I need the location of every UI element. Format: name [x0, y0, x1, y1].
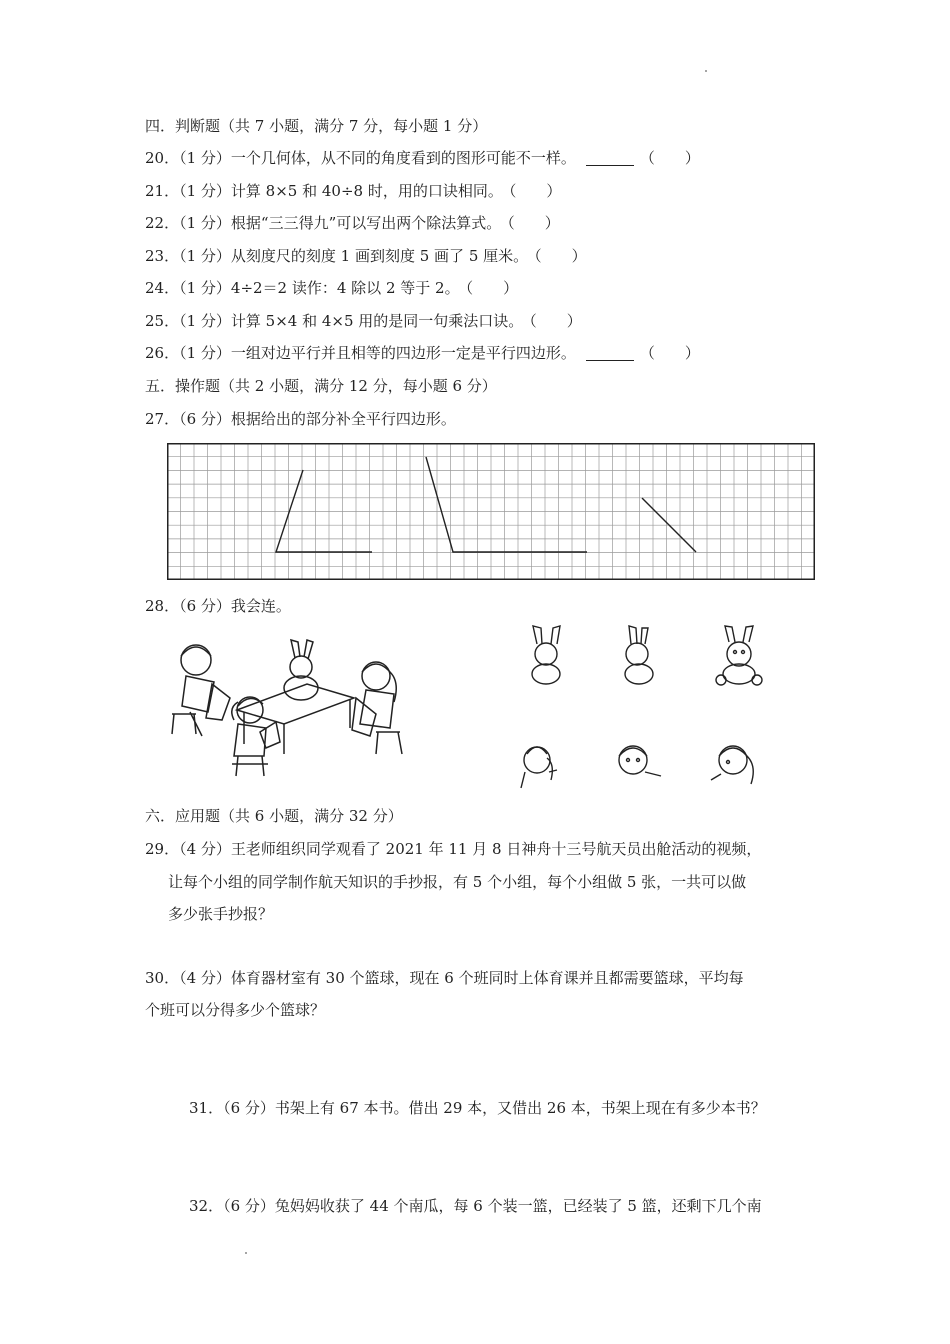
- rabbit-front-view: [532, 626, 560, 684]
- question-26: [145, 343, 700, 363]
- answer-paren[interactable]: （ ）: [534, 247, 587, 265]
- question-30-line-2: 个班可以分得多少个篮球？: [145, 1001, 326, 1019]
- partial-parallelogram-1: [276, 470, 372, 552]
- boy-view: [619, 746, 661, 776]
- answer-blank[interactable]: [586, 346, 634, 361]
- square-grid[interactable]: [167, 443, 815, 580]
- question-text: 22．（1 分）根据“三三得九”可以写出两个除法算式。: [145, 214, 502, 232]
- question-29-line-2: 让每个小组的同学制作航天知识的手抄报，有 5 个小组，每个小组做 5 张，一共可以做: [168, 873, 747, 891]
- question-20: [145, 148, 700, 168]
- scan-dot: [245, 1252, 247, 1254]
- section-four-heading: 四．判断题（共 7 小题，满分 7 分，每小题 1 分）: [145, 117, 488, 135]
- question-31: 31．（6 分）书架上有 67 本书。借出 29 本，又借出 26 本，书架上现在有多少本书？: [189, 1099, 766, 1117]
- question-text: 20．（1 分）一个几何体，从不同的角度看到的图形可能不一样。: [145, 149, 576, 167]
- question-30-line-1: 30．（4 分）体育器材室有 30 个篮球，现在 6 个班同时上体育课并且都需要篮球，平均每: [145, 969, 744, 987]
- grid-lines: [167, 443, 815, 580]
- question-32: 32．（6 分）兔妈妈收获了 44 个南瓜，每 6 个装一篮，已经装了 5 篮，还剩下几个南: [189, 1197, 762, 1215]
- question-text: 21．（1 分）计算 8×5 和 40÷8 时，用的口诀相同。: [145, 182, 503, 200]
- question-22: [145, 213, 560, 233]
- question-29-line-3: 多少张手抄报？: [168, 905, 274, 923]
- question-29-line-1: 29．（4 分）王老师组织同学观看了 2021 年 11 月 8 日神舟十三号航天员出舱活动的视频，: [145, 840, 762, 858]
- answer-paren[interactable]: （ ）: [508, 182, 562, 200]
- question-23: [145, 246, 587, 266]
- question-27: 27．（6 分）根据给出的部分补全平行四边形。: [145, 410, 456, 428]
- answer-paren[interactable]: （ ）: [507, 214, 560, 232]
- question-text: 25．（1 分）计算 5×4 和 4×5 用的是同一句乘法口诀。: [145, 312, 524, 330]
- girl-side-view: [711, 746, 753, 784]
- answer-paren[interactable]: （ ）: [465, 279, 519, 297]
- girl-back-view: [521, 747, 557, 788]
- answer-paren[interactable]: （ ）: [639, 149, 700, 167]
- question-text: 23．（1 分）从刻度尺的刻度 1 画到刻度 5 画了 5 厘米。: [145, 247, 529, 265]
- question-24: [145, 278, 518, 298]
- rabbit-side-view: [625, 626, 653, 684]
- scan-dot: [705, 70, 707, 72]
- answer-blank[interactable]: [586, 151, 634, 166]
- question-21: [145, 181, 561, 201]
- rabbit-toy-view: [716, 626, 762, 685]
- children-drawing-rabbit-scene: [162, 632, 412, 782]
- section-five-heading: 五．操作题（共 2 小题，满分 12 分，每小题 6 分）: [145, 377, 497, 395]
- answer-paren[interactable]: （ ）: [639, 344, 700, 362]
- section-six-heading: 六．应用题（共 6 小题，满分 32 分）: [145, 807, 403, 825]
- question-28: 28．（6 分）我会连。: [145, 597, 291, 615]
- question-text: 26．（1 分）一组对边平行并且相等的四边形一定是平行四边形。: [145, 344, 576, 362]
- question-text: 24．（1 分）4÷2＝2 读作：4 除以 2 等于 2。: [145, 279, 460, 297]
- rabbit-and-child-views: [515, 622, 765, 792]
- question-25: [145, 311, 582, 331]
- answer-paren[interactable]: （ ）: [529, 312, 582, 330]
